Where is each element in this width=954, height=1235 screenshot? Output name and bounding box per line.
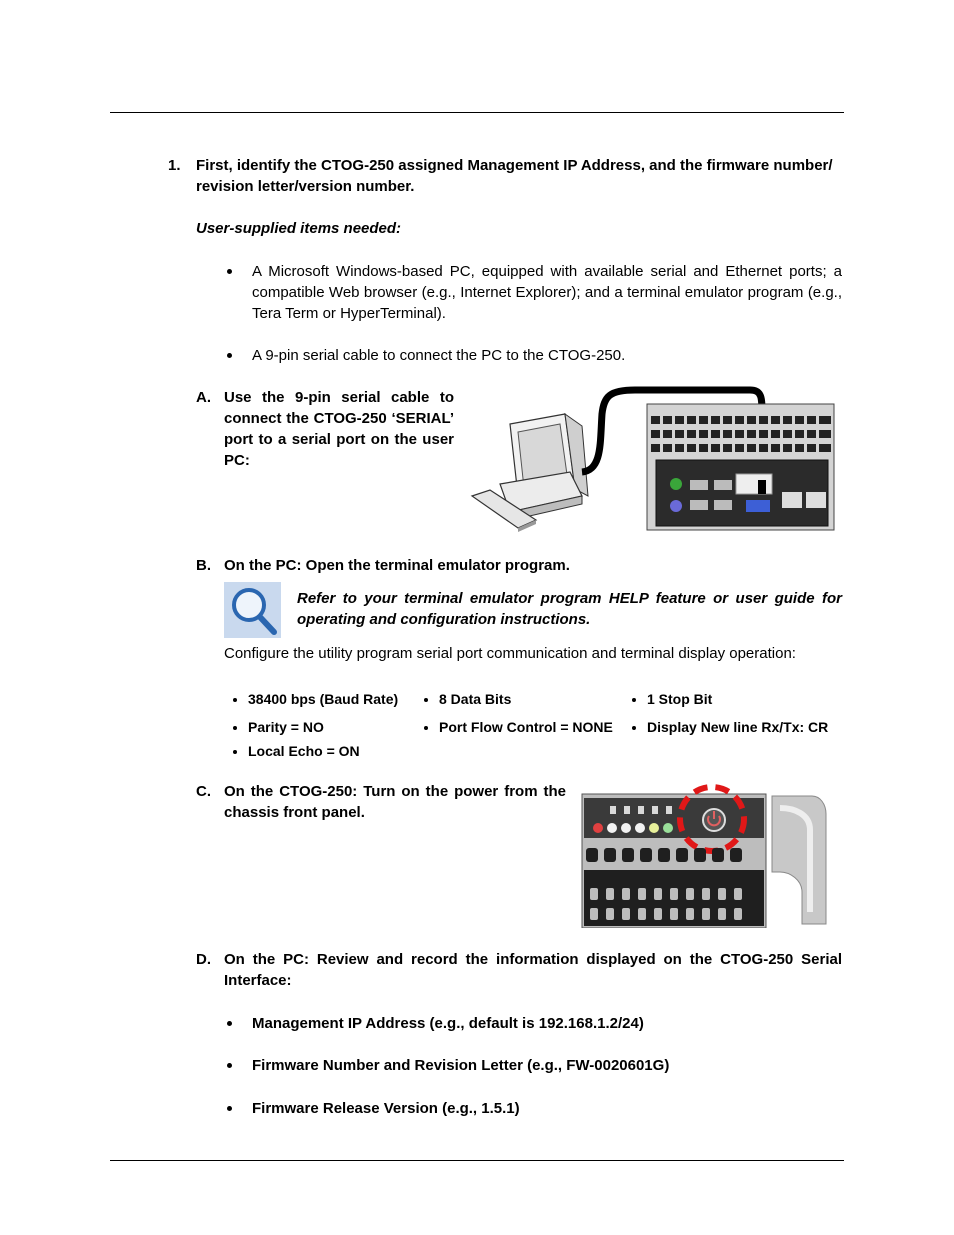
bullet-dot: [424, 698, 428, 702]
list-item: Firmware Number and Revision Letter (e.g., FW-0020601G): [252, 1057, 670, 1074]
bullet-dot: [632, 726, 636, 730]
step-letter: C.: [196, 783, 211, 800]
bullet-dot: [233, 726, 237, 730]
step-b-text: On the PC: Open the terminal emulator program.: [224, 557, 570, 574]
step-letter: B.: [196, 557, 211, 574]
setting-item: 38400 bps (Baud Rate): [248, 691, 399, 707]
setting-item: 8 Data Bits: [439, 691, 512, 707]
note-text: Refer to your terminal emulator program HELP feature or user guide for operating and configuration instructions.: [297, 590, 842, 628]
items-needed-heading: User-supplied items needed:: [196, 220, 402, 237]
bullet-dot: [632, 698, 636, 702]
step-d-text: On the PC: Review and record the information displayed on the CTOG-250 Serial Interface:: [224, 951, 842, 989]
chassis-front-panel-power-illustration: [580, 774, 830, 928]
bullet-dot: [227, 1063, 232, 1068]
pc-to-chassis-cable-illustration: [470, 384, 836, 536]
list-item: Management IP Address (e.g., default is 192.168.1.2/24): [252, 1015, 644, 1032]
step-letter: A.: [196, 389, 211, 406]
list-item: A 9-pin serial cable to connect the PC to the CTOG-250.: [252, 347, 626, 364]
bullet-dot: [227, 1106, 232, 1111]
bullet-dot: [233, 750, 237, 754]
bullet-dot: [227, 353, 232, 358]
setting-item: Port Flow Control = NONE: [439, 719, 613, 735]
setting-item: Parity = NO: [248, 719, 324, 735]
step-letter: D.: [196, 951, 211, 968]
setting-item: Display New line Rx/Tx: CR: [647, 719, 829, 735]
list-item: A Microsoft Windows-based PC, equipped with available serial and Ethernet ports; a compatible Web browser (e.g., Internet Explorer); and a terminal emulator program (e.g., Tera Term or HyperTerminal).: [252, 263, 842, 322]
list-item: Firmware Release Version (e.g., 1.5.1): [252, 1100, 520, 1117]
configure-text: Configure the utility program serial port communication and terminal display operation:: [224, 645, 796, 662]
bullet-dot: [227, 269, 232, 274]
step-1-text: First, identify the CTOG-250 assigned Management IP Address, and the firmware number/ revision letter/version number.: [196, 157, 833, 195]
bullet-dot: [424, 726, 428, 730]
setting-item: Local Echo = ON: [248, 743, 360, 759]
footer-rule: [110, 1160, 844, 1161]
header-rule: [110, 112, 844, 113]
step-a-text: Use the 9-pin serial cable to connect the CTOG-250 ‘SERIAL’ port to a serial port on the user PC:: [224, 389, 454, 469]
step-number: 1.: [168, 157, 181, 174]
bullet-dot: [227, 1021, 232, 1026]
step-c-text: On the CTOG-250: Turn on the power from the chassis front panel.: [224, 783, 566, 821]
bullet-dot: [233, 698, 237, 702]
magnifier-note-icon: [224, 582, 281, 638]
setting-item: 1 Stop Bit: [647, 691, 713, 707]
